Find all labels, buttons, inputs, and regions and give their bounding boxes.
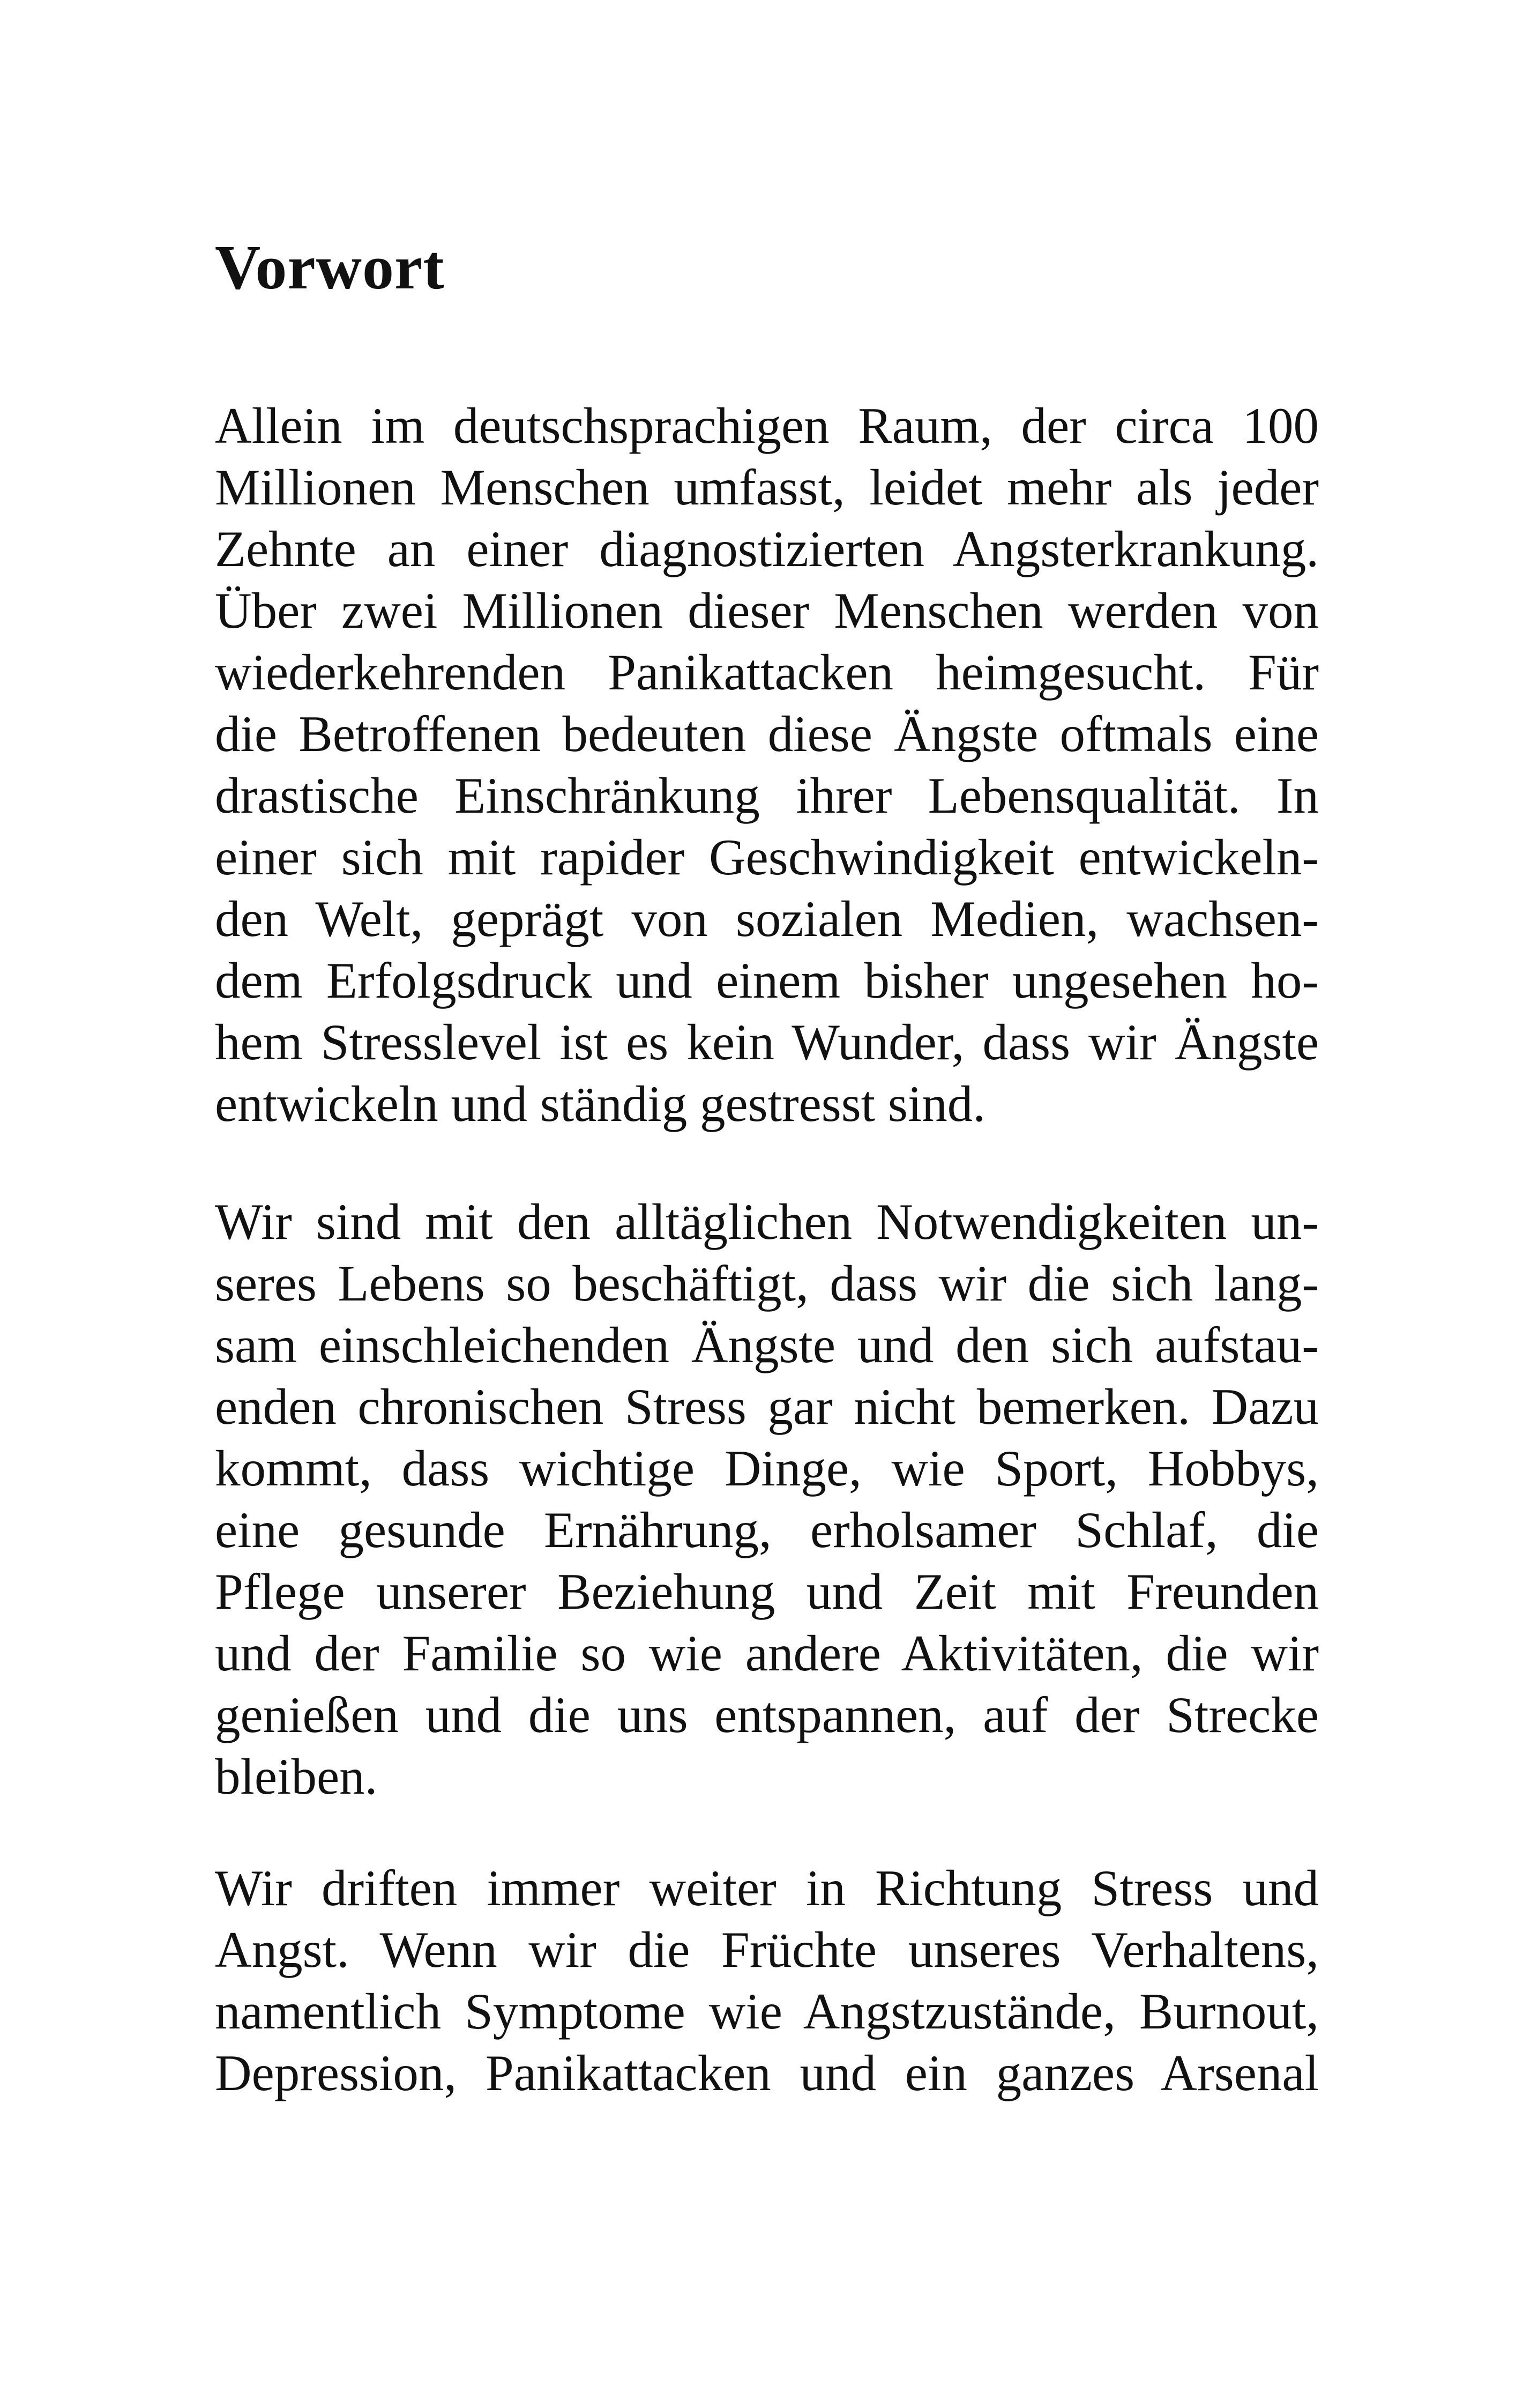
paragraph-3 [215, 1857, 1319, 2104]
text-line: Wir driften immer weiter in Richtung Stress und [215, 1860, 1319, 1916]
text-line: Depression, Panikattacken und ein ganzes Arsenal [215, 2045, 1319, 2101]
text-line: bleiben. [215, 1748, 378, 1805]
text-line: Angst. Wenn wir die Früchte unseres Verhaltens, [215, 1921, 1319, 1978]
text-line: eine gesunde Ernährung, erholsamer Schlaf, die [215, 1502, 1319, 1558]
text-line: kommt, dass wichtige Dinge, wie Sport, Hobbys, [215, 1440, 1319, 1497]
text-line: Über zwei Millionen dieser Menschen werden von [215, 582, 1319, 639]
text-line: die Betroffenen bedeuten diese Ängste oftmals eine [215, 705, 1319, 762]
paragraph-1 [215, 395, 1319, 1135]
text-line: drastische Einschränkung ihrer Lebensqualität. In [215, 767, 1319, 824]
text-line: Millionen Menschen umfasst, leidet mehr als jeder [215, 459, 1319, 516]
chapter-heading: Vorwort [215, 232, 445, 302]
text-line: dem Erfolgsdruck und einem bisher ungesehen ho- [215, 952, 1319, 1009]
text-line: Allein im deutschsprachigen Raum, der circa 100 [215, 397, 1319, 454]
text-line: hem Stresslevel ist es kein Wunder, dass wir Ängste [215, 1014, 1319, 1071]
text-line: Pflege unserer Beziehung und Zeit mit Freunden [215, 1563, 1319, 1620]
text-line: wiederkehrenden Panikattacken heimgesucht. Für [215, 644, 1319, 701]
text-line: sam einschleichenden Ängste und den sich aufstau- [215, 1317, 1319, 1373]
text-line: Zehnte an einer diagnostizierten Angsterkrankung. [215, 521, 1319, 577]
text-line: einer sich mit rapider Geschwindigkeit entwickeln- [215, 829, 1319, 886]
text-line: und der Familie so wie andere Aktivitäten, die wir [215, 1625, 1319, 1682]
text-line: genießen und die uns entspannen, auf der Strecke [215, 1686, 1319, 1743]
text-line: Wir sind mit den alltäglichen Notwendigkeiten un- [215, 1193, 1319, 1250]
text-line: entwickeln und ständig gestresst sind. [215, 1075, 986, 1132]
text-line: seres Lebens so beschäftigt, dass wir die sich lang- [215, 1255, 1319, 1312]
paragraph-2 [215, 1191, 1319, 1808]
text-line: den Welt, geprägt von sozialen Medien, wachsen- [215, 890, 1319, 947]
text-line: namentlich Symptome wie Angstzustände, Burnout, [215, 1983, 1319, 2040]
text-line: enden chronischen Stress gar nicht bemerken. Dazu [215, 1378, 1319, 1435]
